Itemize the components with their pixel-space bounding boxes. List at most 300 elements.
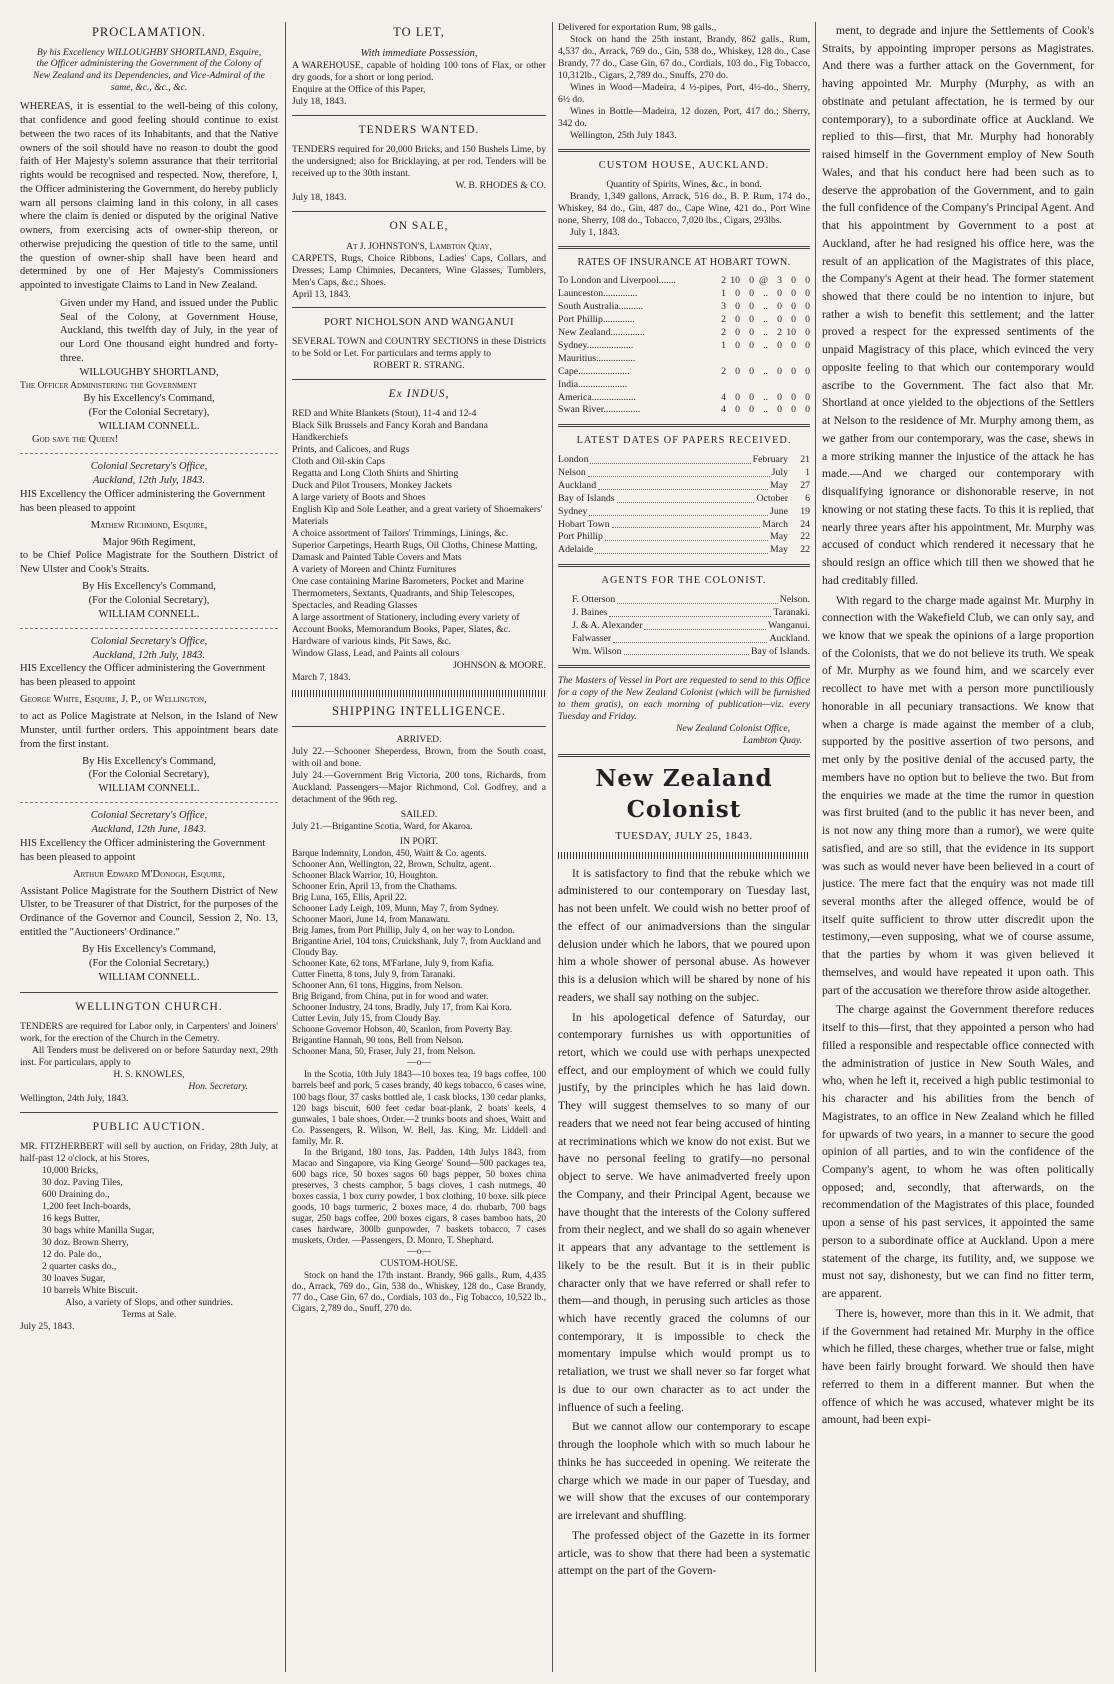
column-2: TO LET, With immediate Possession, A WAREHOUSE, capable of holding 100 tons of Flax, or other dry goods, for a short or long period. Enquire at the Office of this Paper, July 18, 1843. TENDERS WANTED. TENDERS required for 20,000 Bricks, and 150 Bushels Lime, by the undersigned; also for Bricklaying, at per rod. Tenders will be received up to the 30th instant. W. B. RHODES & CO. July 18, 1843. ON SALE, At J. JOHNSTON'S, Lambton Quay, CARPETS, Rugs, Choice Ribbons, Ladies' Caps, Collars, and Dresses; Lamp Chimnies, Decanters, Wine Glasses, Tumblers, Men's Caps, &c.; Shoes. April 13, 1843. PORT NICHOLSON AND WANGANUI SEVERAL TOWN and COUNTRY SECTIONS in these Districts to be Sold or Let. For particulars and terms apply to ROBERT R. STRANG. Ex INDUS, RED and White Blankets (Stout), 11-4 and 12-4 Black Silk Brussels and Fancy Korah and Bandana Handkerchiefs Prints, and Calicoes, and Rugs Cloth and Oil-skin Caps Regatta and Long Cloth Shirts and Shirting Duck and Pilot Trousers, Monkey Jackets A large variety of Boots and Shoes English Kip and Sole Leather, and a great variety of Shoemakers' Materials A choice assortment of Tailors' Trimmings, Linings, &c. Superior Carpetings, Hearth Rugs, Oil Cloths, Chinese Matting, Damask and Painted Table Covers and Mats A variety of Moreen and Chintz Furnitures One case containing Marine Barometers, Pocket and Marine Thermometers, Sextants, Quadrants, and Ship Telescopes, Spectacles, and Reading Glasses A large assortment of Stationery, including every variety of Account Books, Memorandum Books, Paper, Slates, &c. Hardware of various kinds, Pit Saws, &c. Window Glass, Lead, and Paints all colours JOHNSON & MOORE. March 7, 1843. SHIPPING INTELLIGENCE. ARRIVED. July 22.—Schooner Sheperdess, Brown, from the South coast, with oil and bone. July 24.—Government Brig Victoria, 200 tons, Richards, from Auckland. Passengers—Major Richmond, Col. Godfrey, and a detachment of the 96th reg. SAILED. July 21.—Brigantine Scotia, Ward, for Akaroa. IN PORT. Barque Indemnity, London, 450, Waitt & Co. agents. Schooner Ann, Wellington, 22, Brown, Schultz, agent. Schooner Black Warrior, 10, Houghton. Schooner Erin, April 13, from the Chathams. Brig Luna, 165, Ellis, April 22. Schooner Lady Leigh, 109, Munn, May 7, from Sydney. Schooner Maori, June 14, from Manawatu. Brig James, from Port Phillip, July 4, on her way to London. Brigantine Ariel, 104 tons, Cruickshank, July 7, from Auckland and Cloudy Bay. Schooner Kate, 62 tons, M'Farlane, July 9, from Kafia. Cutter Finetta, 8 tons, July 9, from Taranaki. Schooner Ann, 61 tons, Higgins, from Nelson. Brig Brigand, from China, put in for wood and water. Schooner Industry, 24 tons, Bradly, July 17, from Kai Kora. Cutter Levin, July 15, from Cloudy Bay. Schoone Governor Hobson, 40, Scanlon, from Poverty Bay. Brigantine Hannah, 90 tons, Bell from Nelson. Schooner Mana, 50, Fraser, July 21, from Nelson. —o— In the Scotia, 10th July 1843—10 boxes tea, 19 bags coffee, 100 barrels beef and pork, 5 cases brandy, 40 kegs tobacco, 6 cases wine, 100 bags flour, 37 casks bottled ale, 1 cask blocks, 130 cedar planks, 120 bags biscuit, 600 feet cedar boat-plank, 2 boats' keels, 4 gunwales, 1 bale shoes, Order.—2 trunks boots and shoes, Waitt and Co. Passengers, R. Wilson, W. Bell, Jas. King, Mr. Liddell and family, Mr. R. In the Brigand, 180 tons, Jas. Padden, 14th Julys 1843, from Macao and Singapore, via King George' Sound—500 packages tea, 600 bags rice, 50 boxes sagos 60 bags pepper, 50 boxes china preserves, 3 chests camphor, 5 bags cloves, 1 cash nutmegs, 40 boxes cassia, 1 box curry powder, 1 box clothing, 10 boxe. silk piece goods, 10 bags turmeric, 2 boxes mace, 4 do. rhubarb, 700 bags sugar, 250 bags coffee, 200 boxes cigars, 8 cases bamboo hats, 20 cases hardware, 300lb gunpowder, 7 baskets tobacco, 7 cases muskets, Order. —Passengers, D. Monro, T. Shephard. —o— CUSTOM-HOUSE. Stock on hand the 17th instant. Brandy, 966 galls., Rum, 4,435 do., Arrack, 769 do., Gin, 538 do., Whiskey, 128 do., Case Brandy, 77 do., Case Gin, 67 do., Cordials, 103 do., Fig Tobacco, 10,522 lb., Cigars, 2,789 do., Snuff, 270 do. [292, 25, 546, 1313]
rates-value [712, 379, 726, 392]
papers-row [558, 493, 810, 506]
papers-row-label: Nelson [558, 466, 586, 478]
rates-value [796, 379, 810, 392]
rates-value [754, 353, 768, 366]
rates-value: 10 [730, 275, 740, 287]
papers-row [558, 480, 810, 493]
notice-clerk: WILLIAM CONNELL. [98, 971, 200, 983]
rates-value [754, 379, 768, 392]
papers-row-value: 21 [800, 453, 810, 465]
column-4 [822, 22, 1094, 1672]
rates-value: 4 [721, 404, 726, 416]
indus-line: RED and White Blankets (Stout), 11-4 and 12-4 [292, 407, 477, 419]
notice-clerk: WILLIAM CONNELL. [98, 783, 200, 795]
rates-value: 0 [805, 365, 810, 377]
indus-line: A large assortment of Stationery, including every variety of Account Books, Memorandum Books, Paper, Slates, &c. [292, 611, 520, 635]
rates-value [712, 353, 726, 366]
indus-line: English Kip and Sole Leather, and a great variety of Shoemakers' Materials [292, 503, 543, 527]
indus-title: Ex INDUS, [388, 387, 450, 400]
tolet-text: A WAREHOUSE, capable of holding 100 tons of Flax, or other dry goods, for a short or long period. [292, 60, 546, 84]
papers-row-value: June [770, 505, 788, 517]
rates-destination: To London and Liverpool....... [558, 275, 676, 287]
col3-stock: Stock on hand the 25th instant, Brandy, 862 galls., Rum, 4,537 do., Arrack, 769 do., Gin, 538 do., Whiskey, 128 do., Case Brandy, 77 do., Case Gin, 67 do., Cordials, 103 do., Fig Tobacco, 10,312lb., Cigars, 2,789 do., Snuffs, 270 do. [558, 33, 810, 81]
papers-row-label: Port Phillip [558, 531, 603, 543]
editorial-paragraph: It is satisfactory to find that the rebuke which we administered to our contemporary on Tuesday last, has not been unfelt. We could wish no better proof of the effect of our animadversions than the singular delusion under which he labors, that we poured upon him a whole shower of personal abuse. As however this is a delusion which will be shared by none of his readers, we shall say nothing on the subjec. [558, 866, 810, 1004]
rates-value: 0 [791, 365, 796, 377]
rates-value: 0 [777, 339, 782, 351]
rates-row [558, 314, 810, 327]
agents-row [572, 594, 810, 607]
papers-row-value: 1 [805, 466, 810, 478]
indus-line: A choice assortment of Tailors' Trimmings, Linings, &c. [292, 527, 509, 539]
tolet-enquire: Enquire at the Office of this Paper, [292, 84, 426, 96]
rates-value: 0 [777, 288, 782, 300]
rates-destination: Swan River............... [558, 404, 641, 416]
papers-list [558, 454, 810, 557]
col3-date: Wellington, 25th July 1843. [570, 129, 677, 141]
brigand-cargo: In the Brigand, 180 tons, Jas. Padden, 14th Julys 1843, from Macao and Singapore, via King George' Sound—500 packages tea, 600 bags rice, 50 boxes sagos 60 bags pepper, 50 boxes china preserves, 3 chests camphor, 5 bags cloves, 1 cash nutmegs, 40 boxes cassia, 1 box curry powder, 1 box clothing, 10 boxe. silk piece goods, 10 bags turmeric, 2 boxes mace, 4 do. rhubarb, 700 bags sugar, 250 bags coffee, 200 boxes cigars, 8 cases bamboo hats, 20 cases hardware, 300lb gunpowder, 7 baskets tobacco, 7 cases muskets, Order. —Passengers, D. Monro, T. Shephard. [292, 1146, 546, 1245]
rates-value: .. [763, 339, 768, 351]
rates-row [558, 379, 810, 392]
rates-value: 0 [791, 391, 796, 403]
column-1 [20, 22, 278, 1672]
inport-entry: Schooner Maori, June 14, from Manawatu. [292, 914, 451, 925]
rates-row [558, 404, 810, 417]
rates-value: 0 [749, 313, 754, 325]
onsale-date: April 13, 1843. [292, 288, 351, 300]
notice-text: to act as Police Magistrate at Nelson, in the Island of New Munster, until further orders. This appointment bears date from the first instant. [20, 711, 278, 750]
notice-for: (For the Colonial Secretary,) [88, 957, 210, 969]
rates-destination: New Zealand.............. [558, 326, 645, 338]
rates-row [558, 327, 810, 340]
rates-value: 1 [721, 288, 726, 300]
onsale-where: At J. JOHNSTON'S, Lambton Quay, [346, 240, 492, 252]
rates-value: 0 [805, 301, 810, 313]
papers-row-value: 22 [800, 544, 810, 556]
rates-value: 4 [721, 391, 726, 403]
agents-row-value: Bay of Islands. [750, 645, 810, 657]
editorial-paragraph: The professed object of the Gazette in its former article, was to show that there had been a systematic attempt on the part of the Govern- [558, 1528, 810, 1578]
papers-row-value: July [771, 466, 788, 478]
papers-row-label: London [558, 453, 589, 465]
rates-value: 2 [721, 275, 726, 287]
inport-entry: Schooner Kate, 62 tons, M'Farlane, July 9, from Kafia. [292, 958, 494, 969]
inport-entry: Schooner Ann, 61 tons, Higgins, from Nelson. [292, 980, 463, 991]
rates-value [768, 379, 782, 392]
rates-value: 0 [805, 391, 810, 403]
notice-office: Colonial Secretary's Office, [90, 810, 208, 822]
rates-destination: South Australia.......... [558, 301, 644, 313]
auction-item: 30 doz. Paving Tiles, [42, 1176, 123, 1188]
sailed-heading: SAILED. [400, 808, 438, 820]
papers-row-value: 27 [800, 479, 810, 491]
papers-row-value: May [770, 531, 788, 543]
tenders-title: TENDERS WANTED. [358, 124, 480, 137]
papers-row-value: 22 [800, 531, 810, 543]
rates-value: .. [763, 326, 768, 338]
inport-entry: Cutter Finetta, 8 tons, July 9, from Taranaki. [292, 969, 456, 980]
proclamation-sign: WILLOUGHBY SHORTLAND, [79, 367, 219, 379]
rates-value: 1 [721, 339, 726, 351]
papers-row-label: Auckland [558, 479, 597, 491]
column-rule [815, 22, 816, 1672]
agents-row [572, 607, 810, 620]
col3-wines-wood: Wines in Wood—Madeira, 4 ½-pipes, Port, 4½-do., Sherry, 6½ do. [558, 81, 810, 105]
rates-value: .. [763, 288, 768, 300]
church-sign: H. S. KNOWLES, [113, 1068, 185, 1080]
proclamation-given: Given under my Hand, and issued under the Public Seal of the Colony, at Government House, Auckland, this twelfth day of July, in the year of our Lord One thousand eight hundred and forty-three. [60, 297, 278, 365]
agents-row-value: Auckland. [769, 632, 810, 644]
notice-command: By His Excellency's Command, [82, 755, 216, 767]
inport-entry: Schooner Black Warrior, 10, Houghton. [292, 869, 438, 880]
notice-1 [20, 460, 278, 621]
inport-heading: IN PORT. [399, 835, 439, 847]
rates-value: .. [763, 391, 768, 403]
col3-wines-bottle: Wines in Bottle—Madeira, 12 dozen, Port, 417 do.; Sherry, 342 do. [558, 105, 810, 129]
customhouse2-date: July 1, 1843. [570, 226, 620, 238]
rates-value: .. [763, 365, 768, 377]
papers-row-value: May [770, 544, 788, 556]
rates-value: 0 [735, 391, 740, 403]
papers-row-label: Bay of Islands [558, 492, 615, 504]
inport-entry: Schooner Mana, 50, Fraser, July 21, from Nelson. [292, 1046, 476, 1057]
inport-list [292, 848, 546, 1058]
editorial-paragraph: But we cannot allow our contemporary to escape through the loophole which with so much labour he thinks he has succeeded in opening. We reiterate the charge which we made in our paper of Tuesday, and we will show that the excuses of our contemporary are irrelevant and shuffling. [558, 1420, 810, 1523]
auction-item: 1,200 feet Inch-boards, [42, 1200, 131, 1212]
rates-value: 0 [805, 275, 810, 287]
papers-row [558, 531, 810, 544]
sailed-entry: July 21.—Brigantine Scotia, Ward, for Akaroa. [292, 820, 473, 832]
indus-line: Black Silk Brussels and Fancy Korah and Bandana Handkerchiefs [292, 419, 488, 443]
agents-row [572, 646, 810, 659]
papers-row-value: March [762, 518, 788, 530]
column-rule [285, 22, 286, 1672]
rates-value: 0 [805, 326, 810, 338]
notice-for: (For the Colonial Secretary), [88, 595, 210, 607]
papers-row [558, 506, 810, 519]
editorial-paragraph: The charge against the Government therefore reduces itself to this—first, that they appointed a person who had filled a responsible and respectable office connected with the administration of justice in New South Wales, and who, when he left it, received a high public testimonial to his character and his abilities from the bench of Magistrates, to an office in New Zealand which he filled for upwards of two years, in a manner to secure the good opinion of all parties, and to win the confidence of the Company's agent, to whom he was often politically opposed; and, secondly, that afterwards, on the recommendation of the Magistrates of this place, founded upon a sense of his past services, it appointed the same person to a subordinate office at Auckland. Upon a mere statement of the charge, its futility, and, we suppose we must not say, dishonesty, but we can find no fitter term, are apparent. [822, 1003, 1094, 1301]
rates-value: 10 [786, 326, 796, 338]
auction-terms: Terms at Sale. [121, 1308, 177, 1320]
rates-value: 0 [735, 339, 740, 351]
proclamation-command: By his Excellency's Command, [83, 392, 215, 404]
rates-destination: Launceston.............. [558, 288, 638, 300]
rates-value: .. [763, 313, 768, 325]
papers-row-value: 6 [805, 492, 810, 504]
notice-office: Colonial Secretary's Office, [90, 635, 208, 647]
proclamation-for: (For the Colonial Secretary), [88, 406, 210, 418]
auction-item: 30 loaves Sugar, [42, 1272, 106, 1284]
customhouse2-sub: Quantity of Spirits, Wines, &c., in bond. [606, 178, 762, 190]
masthead-date: TUESDAY, JULY 25, 1843. [615, 830, 753, 843]
agents-row-label: F. Otterson [572, 593, 616, 605]
rates-row [558, 392, 810, 405]
proclamation-body: WHEREAS, it is essential to the well-being of this colony, that confidence and good feeling should continue to exist between the two races of its Inhabitants, and that the Native owners of the soil should have no reason to doubt the good faith of Her Majesty's solemn assurance that their territorial rights would be recognised and respected. Now, therefore, I, the Officer administering the Government, do hereby publicly warn all persons claiming land in this colony, in all cases where the claim is denied or disputed by the original Native owners, from exercising acts of owner-ship thereon, or otherwise prejudicing the question of title to the same, until the question of owner-ship shall have been heard and determined by one of Her Majesty's Commissioners appointed to investigate Claims to Land in New Zealand. [20, 101, 278, 291]
indus-line: Hardware of various kinds, Pit Saws, &c. [292, 635, 452, 647]
tolet-date: July 18, 1843. [292, 96, 347, 108]
inport-entry: Schooner Lady Leigh, 109, Munn, May 7, from Sydney. [292, 903, 499, 914]
notice-command: By His Excellency's Command, [82, 943, 216, 955]
inport-entry: Schooner Ann, Wellington, 22, Brown, Schultz, agent. [292, 858, 492, 869]
indus-line: Duck and Pilot Trousers, Monkey Jackets [292, 479, 452, 491]
rates-title: RATES OF INSURANCE AT HOBART TOWN. [577, 256, 791, 268]
papers-row-value: May [770, 479, 788, 491]
rates-value: 0 [749, 301, 754, 313]
papers-row-value: October [756, 492, 788, 504]
auction-text: MR. FITZHERBERT will sell by auction, on Friday, 28th July, at half-past 12 o'clock, at his Stores, [20, 1140, 278, 1164]
notice-3 [20, 809, 278, 984]
notice-text: to be Chief Police Magistrate for the Southern District of New Ulster and Cook's Straits. [20, 550, 278, 576]
auction-item: 30 bags white Manilla Sugar, [42, 1224, 155, 1236]
agents-list [572, 594, 810, 659]
papers-row-value: February [752, 453, 788, 465]
rates-value: 2 [721, 326, 726, 338]
papers-row-value: 19 [800, 505, 810, 517]
notice-command: By His Excellency's Command, [82, 581, 216, 593]
auction-title: PUBLIC AUCTION. [92, 1120, 206, 1133]
rates-row [558, 340, 810, 353]
papers-row-value: 24 [800, 518, 810, 530]
rates-value: 2 [721, 365, 726, 377]
rates-value: 0 [791, 301, 796, 313]
notice-date: Auckland, 12th July, 1843. [93, 475, 205, 487]
indus-line: Superior Carpetings, Hearth Rugs, Oil Cloths, Chinese Matting, Damask and Painted Table Covers and Mats [292, 539, 538, 563]
tenders-date: July 18, 1843. [292, 192, 347, 204]
indus-line: Prints, and Calicoes, and Rugs [292, 443, 410, 455]
rates-value [726, 379, 740, 392]
rates-value [796, 353, 810, 366]
arrived-entry: July 24.—Government Brig Victoria, 200 tons, Richards, from Auckland. Passengers—Major Richmond, Col. Godfrey, and a detachment of the 96th reg. [292, 769, 546, 805]
rates-value [768, 353, 782, 366]
rates-value: 0 [749, 365, 754, 377]
indus-line: Regatta and Long Cloth Shirts and Shirting [292, 467, 459, 479]
rates-value: 3 [777, 275, 782, 287]
rates-value: 0 [805, 339, 810, 351]
notice-text: Assistant Police Magistrate for the Southern District of New Ulster, to be Treasurer of that District, for the purposes of the Ordinance of the Governor and Council, Session 2, No. 13, entitled the "Auctioneers' Ordinance." [20, 885, 278, 939]
editorial-paragraph: With regard to the charge made against Mr. Murphy in connection with the Wakefield Club, we can only say, and we know that we speak the opinions of a large proportion of the Colonists, that we do not believe its truth. We speak of Mr. Murphy as we found him, and we scarcely ever recollect to have met with a person more punctiliously honorable in all pecuniary transactions. We know that when a charge is made against the member of a club, supported by the positive assertion of two persons, and met only by the positive denial of the accused party, the members have no option but to believe the two. But from the enquiries we made at the time the rumor in question was first bruited (and to the public it has never been, and is not now any thing more than a rumor), we were quite satisfied, and are so still, that the evidence in its support was such as would never have been believed in a court of justice. The mere fact that the enquiry was not made till several months after the alleged offence, would be of itself quite sufficient to throw utter discredit upon the testimony,—even supposing, what we of course assume, that the parties by whom it was given believed it themselves, and would have repeated it upon oath. This part of the accusation we therefore throw aside altogether. [822, 593, 1094, 997]
port-text: SEVERAL TOWN and COUNTRY SECTIONS in these Districts to be Sold or Let. For particulars and terms apply to [292, 335, 546, 359]
indus-line: Window Glass, Lead, and Paints all colours [292, 647, 460, 659]
notice-clerk: WILLIAM CONNELL. [98, 608, 200, 620]
rates-value: 0 [749, 404, 754, 416]
editorial-part-2 [822, 22, 1094, 1429]
auction-ad [20, 1120, 278, 1333]
rates-destination: India.................... [558, 378, 628, 390]
notice-name: George White, Esquire, J. P., of Wellington, [20, 694, 207, 706]
column-3 [558, 22, 810, 1672]
indus-line: Cloth and Oil-skin Caps [292, 455, 386, 467]
agents-row-label: Wm. Wilson [572, 645, 622, 657]
notice-name: Arthur Edward M'Donogh, Esquire, [73, 868, 225, 880]
rates-value [782, 353, 796, 366]
rates-value: 0 [735, 301, 740, 313]
agents-row [572, 633, 810, 646]
notice-rank: Major 96th Regiment, [102, 536, 196, 548]
notice-date: Auckland, 12th June, 1843. [91, 824, 207, 836]
customhouse1-title: CUSTOM-HOUSE. [380, 1257, 458, 1269]
tenders-text: TENDERS required for 20,000 Bricks, and 150 Bushels Lime, by the undersigned; also for Bricklaying, at per rod. Tenders will be received up to the 30th instant. [292, 144, 546, 180]
inport-entry: Schoone Governor Hobson, 40, Scanlon, from Poverty Bay. [292, 1024, 513, 1035]
inport-entry: Brig Brigand, from China, put in for wood and water. [292, 991, 489, 1002]
inport-entry: Brigantine Hannah, 90 tons, Bell from Nelson. [292, 1035, 464, 1046]
rates-value: 3 [721, 301, 726, 313]
church-text2: All Tenders must be delivered on or before Saturday next, 29th inst. For particulars, apply to [20, 1044, 278, 1068]
indus-lines [292, 408, 546, 660]
proclamation-god: God save the Queen! [32, 434, 119, 446]
onsale-text: CARPETS, Rugs, Choice Ribbons, Ladies' Caps, Collars, and Dresses; Lamp Chimnies, Decanters, Wine Glasses, Tumblers, Men's Caps, &c.; Shoes. [292, 252, 546, 288]
tolet-sub: With immediate Possession, [360, 47, 478, 59]
masthead-title: New Zealand Colonist [595, 765, 773, 823]
arrived-list [292, 746, 546, 806]
rates-value: 0 [777, 404, 782, 416]
masters-text: The Masters of Vessel in Port are requested to send to this Office for a copy of the New Zealand Colonist (which will be furnished to them gratis), on each morning of publication—viz. every Tuesday and Friday. [558, 675, 810, 723]
notice-name: Mathew Richmond, Esquire, [90, 519, 208, 531]
rates-value: 2 [721, 313, 726, 325]
church-title: WELLINGTON CHURCH. [75, 1000, 223, 1013]
papers-row [558, 467, 810, 480]
church-date: Wellington, 24th July, 1843. [20, 1092, 129, 1104]
rates-value: 0 [791, 275, 796, 287]
notice-intro: HIS Excellency the Officer administering the Government has been pleased to appoint [20, 663, 266, 689]
rates-value: 0 [735, 326, 740, 338]
customhouse2-title: CUSTOM HOUSE, AUCKLAND. [598, 159, 770, 171]
rates-value: 0 [777, 391, 782, 403]
rates-row [558, 288, 810, 301]
rates-value: 0 [791, 313, 796, 325]
auction-also: Also, a variety of Slops, and other sundries. [65, 1296, 233, 1308]
agents-title: AGENTS FOR THE COLONIST. [601, 575, 767, 587]
notice-date: Auckland, 12th July, 1843. [93, 649, 205, 661]
agents-row-label: Falwasser [572, 632, 612, 644]
rates-value: 0 [791, 339, 796, 351]
church-ad [20, 1000, 278, 1105]
papers-row-label: Hobart Town [558, 518, 610, 530]
rates-value [782, 379, 796, 392]
tenders-sign: W. B. RHODES & CO. [455, 180, 546, 192]
rates-value: 0 [735, 365, 740, 377]
inport-entry: Barque Indemnity, London, 450, Waitt & Co. agents. [292, 847, 487, 858]
rates-value: 0 [735, 288, 740, 300]
tolet-title: TO LET, [393, 25, 445, 39]
rates-value: 0 [749, 391, 754, 403]
indus-line: One case containing Marine Barometers, Pocket and Marine Thermometers, Sextants, Quadrants, and Ship Telescopes, Spectacles, and Reading Glasses [292, 575, 524, 611]
rates-value: 0 [749, 339, 754, 351]
editorial-paragraph: ment, to degrade and injure the Settlements of Cook's Straits, by appointing improper persons as Magistrates. And there was a further attack on the Government, for having appointed Mr. Murphy (Murphy, as with an obstinate and petulant affectation, he is termed by our contemporary), to a subordinate office at Auckland. We replied to this—first, that Mr. Murphy had honorably raised himself in the Government employ of New South Wales, and that his conduct here had been such as to deserve the approbation of the Government, and to gain the full confidence of the Company's Principal Agent. And that his appointment by Government to a post at Auckland, after he had resigned his office here, was the result of an application of the Magistrates of this place, the Company's Agent at their head. The former statement showed that there could be no intention to injure, but rather a wish to benefit this settlement; and the latter proved a respect for the expressed sentiments of the unpaid Magistracy of this place, which evinced the very opposite feeling to that which our contemporary would ascribe to the Government. The fact also that Mr. Shortland at once yielded to the objections of the Settlers at Nelson to the residence of Mr. Murphy among them, as we gather from our contemporary, was the case, shews in a more striking manner the injustice of the attack he has made.—And we charged our contemporary with disqualifying ignorance or dishonorable reserve, in not knowing or not stating these facts. To this it is replied, that nearly three years after his appointment, Mr. Murphy was accused of conduct which rendered it necessary that he should resign an office which till then we showed that he had creditably filled. [822, 24, 1094, 587]
rates-value: 0 [749, 275, 754, 287]
arrived-entry: July 22.—Schooner Sheperdess, Brown, from the South coast, with oil and bone. [292, 745, 546, 769]
arrived-heading: ARRIVED. [396, 734, 442, 745]
church-text: TENDERS are required for Labor only, in Carpenters' and Joiners' work, for the erection of the Church in the Cemetry. [20, 1020, 278, 1044]
indus-sign: JOHNSON & MOORE. [452, 659, 546, 671]
rates-destination: America.................. [558, 391, 636, 403]
notice-2 [20, 635, 278, 796]
papers-row [558, 519, 810, 532]
indus-date: March 7, 1843. [292, 671, 351, 683]
papers-title: LATEST DATES OF PAPERS RECEIVED. [576, 435, 792, 447]
indus-line: A variety of Moreen and Chintz Furnitures [292, 563, 457, 575]
rates-row [558, 353, 810, 366]
rates-value: 0 [805, 288, 810, 300]
rates-value: 0 [791, 404, 796, 416]
inport-entry: Brig James, from Port Phillip, July 4, on her way to London. [292, 925, 515, 936]
port-sign: ROBERT R. STRANG. [373, 359, 465, 371]
notice-for: (For the Colonial Secretary), [88, 769, 210, 781]
rates-value: 0 [805, 313, 810, 325]
masters-place: Lambton Quay. [742, 735, 802, 747]
rates-destination: Mauritius................ [558, 352, 636, 364]
auction-date: July 25, 1843. [20, 1320, 75, 1332]
shipping-title: SHIPPING INTELLIGENCE. [331, 703, 507, 718]
indus-line: A large variety of Boots and Shoes [292, 491, 426, 503]
rates-table [558, 275, 810, 417]
proclamation-byline: By his Excellency WILLOUGHBY SHORTLAND, Esquire, the Officer administering the Government of the Colony of New Zealand and its Dependencies, and Vice-Admiral of the same, &c., &c., &c. [33, 46, 265, 94]
editorial-part-1 [558, 865, 810, 1580]
auction-item: 30 doz. Brown Sherry, [42, 1236, 129, 1248]
notice-intro: HIS Excellency the Officer administering the Government has been pleased to appoint [20, 489, 266, 514]
rates-value [740, 353, 754, 366]
papers-row-label: Adelaide [558, 544, 594, 556]
rates-value: 2 [777, 326, 782, 338]
rates-value: .. [763, 301, 768, 313]
editorial-paragraph: There is, however, more than this in it. We admit, that if the Government had retained Mr. Murphy in the office which he filled, these charges, whether true or false, might have been fairly brought forward. We should then have referred to them in a different manner. But when the offence of which he was accused, whatever might be its amount, had been expi- [822, 1306, 1094, 1427]
rates-value [726, 353, 740, 366]
rates-value: 0 [777, 301, 782, 313]
auction-item: 12 do. Pale do., [42, 1248, 102, 1260]
rates-row [558, 301, 810, 314]
papers-row-label: Sydney [558, 505, 588, 517]
rates-value: 0 [735, 313, 740, 325]
onsale-title: ON SALE, [389, 220, 449, 233]
customhouse1-text: Stock on hand the 17th instant. Brandy, 966 galls., Rum, 4,435 do., Arrack, 769 do., Gin, 538 do., Whiskey, 128 do., Case Brandy, 77 do., Case Gin, 67 do., Cordials, 103 do., Fig Tobacco, 10,522 lb., Cigars, 2,789 do., Snuff, 270 do. [292, 1269, 546, 1313]
sailed-list [292, 821, 546, 833]
rates-row [558, 275, 810, 288]
auction-item: 10,000 Bricks, [42, 1164, 99, 1176]
proclamation-officer: The Officer Administering the Government [20, 379, 197, 391]
rates-row [558, 366, 810, 379]
rates-value: 0 [735, 404, 740, 416]
rates-value: @ [758, 275, 768, 287]
agents-row-label: J. & A. Alexander [572, 619, 643, 631]
auction-items [42, 1165, 278, 1297]
proclamation-title: PROCLAMATION. [91, 25, 207, 39]
inport-entry: Schooner Erin, April 13, from the Chathams. [292, 880, 458, 891]
column-rule [552, 22, 553, 1672]
rates-value: .. [763, 404, 768, 416]
auction-item: 10 barrels White Biscuit. [42, 1284, 138, 1296]
auction-item: 16 kegs Butter, [42, 1212, 100, 1224]
notice-office: Colonial Secretary's Office, [90, 461, 208, 473]
rates-value: 0 [777, 365, 782, 377]
rates-value: 0 [777, 313, 782, 325]
agents-row-label: J. Baines [572, 606, 608, 618]
papers-row [558, 454, 810, 467]
rates-value: 0 [749, 288, 754, 300]
auction-item: 600 Draining do., [42, 1188, 110, 1200]
inport-entry: Brig Luna, 165, Ellis, April 22. [292, 891, 407, 902]
rates-value: 0 [805, 404, 810, 416]
rates-destination: Cape..................... [558, 365, 630, 377]
proclamation-clerk: WILLIAM CONNELL. [98, 420, 200, 432]
inport-entry: Cutter Levin, July 15, from Cloudy Bay. [292, 1013, 441, 1024]
scotia-cargo: In the Scotia, 10th July 1843—10 boxes tea, 19 bags coffee, 100 barrels beef and pork, 5 cases brandy, 40 kegs tobacco, 6 cases wine, 100 bags flour, 37 casks bottled ale, 1 cask blocks, 130 cedar planks, 120 bags biscuit, 600 feet cedar boat-plank, 2 boats' keels, 4 gunwales, 1 bale shoes, Order.—2 trunks boots and shoes, Waitt and Co. Passengers, R. Wilson, W. Bell, Jas. King, Mr. Liddell and family, Mr. R. [292, 1069, 546, 1146]
port-title: PORT NICHOLSON AND WANGANUI [323, 316, 514, 329]
rates-value: 0 [791, 288, 796, 300]
agents-row-value: Wanganui. [768, 619, 810, 631]
notice-intro: HIS Excellency the Officer administering the Government has been pleased to appoint [20, 837, 266, 863]
inport-entry: Brigantine Ariel, 104 tons, Cruickshank, July 7, from Auckland and Cloudy Bay. [292, 936, 541, 958]
customhouse2-text: Brandy, 1,349 gallons, Arrack, 516 do., B. P. Rum, 174 do., Whiskey, 84 do., Gin, 487 do., Cape Wine, 421 do., Port Wine none, Sherry, 108 do., Tobacco, 7,020 lbs., Cigars, 293lbs. [558, 190, 810, 226]
rates-destination: Port Phillip............. [558, 313, 635, 325]
